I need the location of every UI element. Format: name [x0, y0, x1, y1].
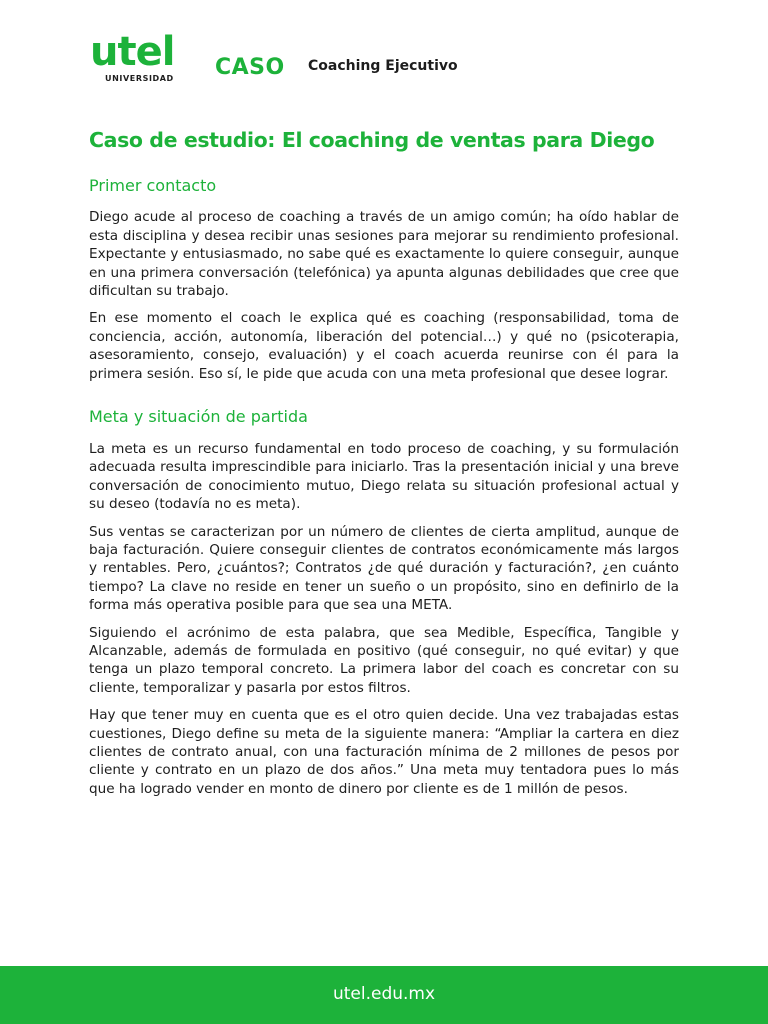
section-primer-contacto: [89, 176, 679, 383]
section-heading: Primer contacto: [89, 175, 217, 195]
utel-logo: [90, 29, 200, 86]
paragraph: Siguiendo el acrónimo de esta palabra, que sea Medible, Específica, Tangible y Alcanzable, además de formulada en positivo (qué conseguir, no qué evitar) y que tenga un plazo temporal concreto. La primera labor del coach es concretar con su cliente, temporalizar y pasarla por estos filtros.: [89, 624, 679, 696]
paragraph: La meta es un recurso fundamental en todo proceso de coaching, y su formulación adecuada resulta imprescindible para iniciarlo. Tras la presentación inicial y una breve conversación de conocimiento mutuo, Diego relata su situación profesional actual y su deseo (todavía no es meta).: [89, 440, 679, 513]
paragraph: En ese momento el coach le explica qué es coaching (responsabilidad, toma de conciencia, acción, autonomía, liberación del potencial…) y qué no (psicoterapia, asesoramiento, consejo, evaluación) y el coach acuerda reunirse con él para la primera sesión. Eso sí, le pide que acuda con una meta profesional que desee lograr.: [89, 310, 679, 382]
paragraph: Sus ventas se caracterizan por un número de clientes de cierta amplitud, aunque de baja facturación. Quiere conseguir clientes de contratos económicamente más largos y rentables. Pero, ¿cuántos?; Contratos ¿de qué duración y facturación?, ¿en cuánto tiempo? La clave no reside en tener un sueño o un propósito, sino en definirlo de la forma más operativa posible para que sea una META.: [89, 523, 679, 614]
page-footer: [0, 966, 768, 1024]
page-header: [90, 29, 690, 88]
footer-url-link[interactable]: utel.edu.mx: [332, 984, 436, 1004]
paragraph: Hay que tener muy en cuenta que es el otro quien decide. Una vez trabajadas estas cuestiones, Diego define su meta de la siguiente manera: “Ampliar la cartera en diez clientes de contrato anual, con una facturación mínima de 2 millones de pesos por cliente y contrato en un plazo de dos años.” Una meta muy tentadora pues lo más que ha logrado vender en monto de dinero por cliente es de 1 millón de pesos.: [89, 707, 679, 797]
case-label: CASO: [215, 55, 285, 80]
logo-subtext: UNIVERSIDAD: [105, 74, 174, 83]
document-body: [89, 128, 679, 807]
course-name: Coaching Ejecutivo: [308, 58, 458, 74]
section-meta-situacion: [89, 407, 679, 798]
section-heading: Meta y situación de partida: [89, 407, 308, 427]
document-title: Caso de estudio: El coaching de ventas para Diego: [89, 128, 655, 152]
paragraph: Diego acude al proceso de coaching a través de un amigo común; ha oído hablar de esta disciplina y desea recibir unas sesiones para mejorar su rendimiento profesional. Expectante y entusiasmado, no sabe qué es exactamente lo quiere conseguir, aunque en una primera conversación (telefónica) ya apunta algunas debilidades que cree que dificultan su trabajo.: [89, 209, 679, 300]
logo-wordmark: utel: [90, 29, 175, 75]
